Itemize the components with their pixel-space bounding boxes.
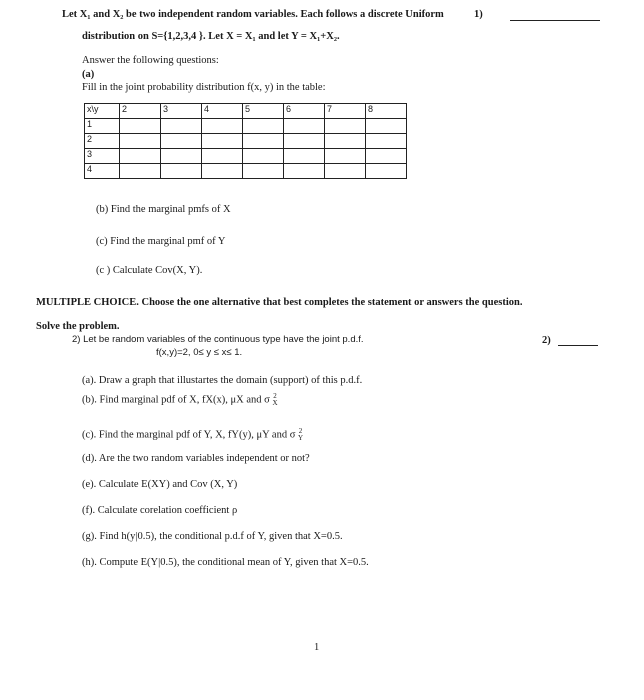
table-row-header: 4 xyxy=(85,164,120,179)
table-cell[interactable] xyxy=(366,164,407,179)
table-cell[interactable] xyxy=(366,149,407,164)
q2-part-b-text: (b). Find marginal pdf of X, fX(x), μX and σ xyxy=(82,394,270,406)
table-cell[interactable] xyxy=(161,134,202,149)
table-cell[interactable] xyxy=(202,119,243,134)
q1-line1-text: Let X₁ and X₂ be two independent random variables. Each follows a discrete Uniform xyxy=(62,9,444,20)
section-subheading: Solve the problem. xyxy=(36,321,120,332)
table-cell[interactable] xyxy=(161,119,202,134)
table-cell[interactable] xyxy=(366,134,407,149)
table-row xyxy=(85,134,407,149)
table-cell[interactable] xyxy=(120,164,161,179)
q2-answer-label: 2) xyxy=(542,335,551,346)
table-cell[interactable] xyxy=(120,119,161,134)
table-row-header: 3 xyxy=(85,149,120,164)
table-row xyxy=(85,164,407,179)
q2-part-g: (g). Find h(y|0.5), the conditional p.d.f of Y, given that X=0.5. xyxy=(82,531,343,542)
q2-part-c xyxy=(82,428,303,442)
section-heading: MULTIPLE CHOICE. Choose the one alternative that best completes the statement or answers the question. xyxy=(36,297,523,308)
q2-part-e: (e). Calculate E(XY) and Cov (X, Y) xyxy=(82,479,238,490)
table-cell[interactable] xyxy=(325,164,366,179)
q1-part-c2: (c ) Calculate Cov(X, Y). xyxy=(96,265,203,276)
table-cell[interactable] xyxy=(202,134,243,149)
table-col-header: 6 xyxy=(284,104,325,119)
table-cell[interactable] xyxy=(243,164,284,179)
table-col-header: 7 xyxy=(325,104,366,119)
q2-part-h: (h). Compute E(Y|0.5), the conditional mean of Y, given that X=0.5. xyxy=(82,557,369,568)
q2-part-b xyxy=(82,393,278,407)
table-cell[interactable] xyxy=(243,149,284,164)
table-col-header: 4 xyxy=(202,104,243,119)
joint-probability-table xyxy=(84,103,407,179)
table-cell[interactable] xyxy=(243,134,284,149)
page-number: 1 xyxy=(314,642,320,653)
table-col-header: 2 xyxy=(120,104,161,119)
table-cell[interactable] xyxy=(161,149,202,164)
table-cell[interactable] xyxy=(325,149,366,164)
sigma-y-sq xyxy=(298,428,303,442)
q1-line2: distribution on S={1,2,3,4 }. Let X = X₁ and let Y = X₁+X₂. xyxy=(82,31,340,42)
table-col-header: 5 xyxy=(243,104,284,119)
q1-answer-line[interactable] xyxy=(510,20,600,21)
sigma-x-sub: X xyxy=(272,399,278,407)
table-corner-cell: x\y xyxy=(85,104,120,119)
q1-part-c: (c) Find the marginal pmf of Y xyxy=(96,236,226,247)
table-cell[interactable] xyxy=(243,119,284,134)
table-cell[interactable] xyxy=(284,149,325,164)
sigma-x-sup: 2 xyxy=(273,392,277,400)
sigma-y-sub: Y xyxy=(298,434,304,442)
table-row xyxy=(85,149,407,164)
q1-part-a-text: Fill in the joint probability distribution f(x, y) in the table: xyxy=(82,82,326,93)
q1-answer-label: 1) xyxy=(474,9,483,20)
sigma-x-sq xyxy=(272,393,277,407)
q2-part-c-text: (c). Find the marginal pdf of Y, X, fY(y), μY and σ xyxy=(82,429,296,441)
q1-part-a-label: (a) xyxy=(82,69,95,80)
table-row-header: 2 xyxy=(85,134,120,149)
table-cell[interactable] xyxy=(202,164,243,179)
table-cell[interactable] xyxy=(120,134,161,149)
q2-part-a: (a). Draw a graph that illustartes the domain (support) of this p.d.f. xyxy=(82,375,363,386)
table-header-row xyxy=(85,104,407,119)
table-cell[interactable] xyxy=(202,149,243,164)
table-cell[interactable] xyxy=(325,134,366,149)
table-cell[interactable] xyxy=(284,164,325,179)
table-cell[interactable] xyxy=(284,134,325,149)
table-cell[interactable] xyxy=(325,119,366,134)
q2-line2: f(x,y)=2, 0≤ y ≤ x≤ 1. xyxy=(156,347,243,358)
q1-intro: Answer the following questions: xyxy=(82,55,219,66)
table-col-header: 8 xyxy=(366,104,407,119)
q2-answer-line[interactable] xyxy=(558,345,598,346)
q2-line1: 2) Let be random variables of the continuous type have the joint p.d.f. xyxy=(72,334,364,345)
q1-line1 xyxy=(62,8,444,21)
table-cell[interactable] xyxy=(284,119,325,134)
table-col-header: 3 xyxy=(161,104,202,119)
table-row xyxy=(85,119,407,134)
table-row-header: 1 xyxy=(85,119,120,134)
q1-part-b: (b) Find the marginal pmfs of X xyxy=(96,204,231,215)
q2-part-f: (f). Calculate corelation coefficient ρ xyxy=(82,505,238,516)
q2-part-d: (d). Are the two random variables independent or not? xyxy=(82,453,310,464)
table-cell[interactable] xyxy=(161,164,202,179)
table-cell[interactable] xyxy=(366,119,407,134)
sigma-y-sup: 2 xyxy=(298,427,303,435)
table-cell[interactable] xyxy=(120,149,161,164)
